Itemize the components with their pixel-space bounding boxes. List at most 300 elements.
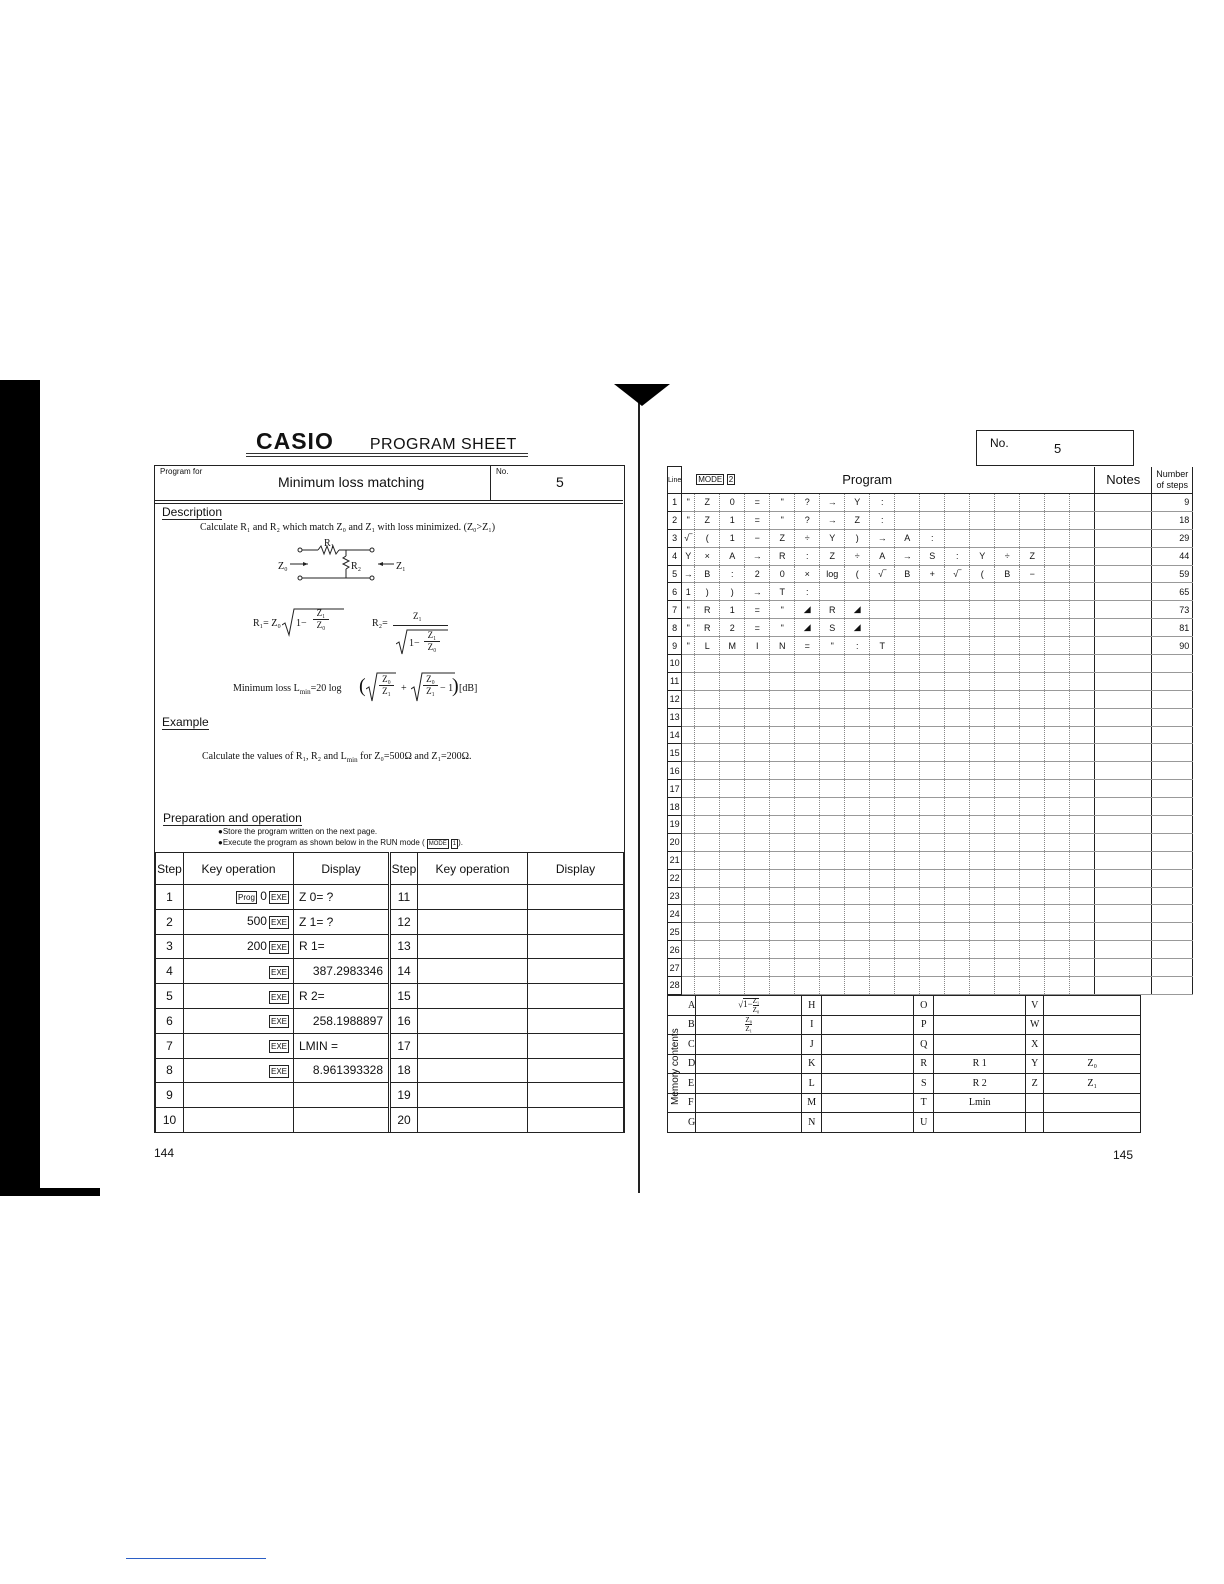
program-cell [770, 726, 795, 744]
table-row [156, 984, 624, 1009]
program-cell [1045, 619, 1070, 637]
program-cell [720, 869, 745, 887]
memory-value-c [934, 1015, 1026, 1035]
program-cell [895, 941, 920, 959]
program-cell [895, 655, 920, 673]
memory-value-b [822, 1093, 914, 1113]
program-cell [795, 726, 820, 744]
program-cell [970, 672, 995, 690]
program-cell [720, 655, 745, 673]
memory-letter: Q [914, 1035, 934, 1055]
program-cell [870, 780, 895, 798]
program-cell [995, 726, 1020, 744]
program-cell [745, 726, 770, 744]
program-cell [895, 833, 920, 851]
display-value: Z 0= ? [294, 885, 390, 910]
program-cell [895, 851, 920, 869]
program-cell [720, 905, 745, 923]
program-cell [770, 744, 795, 762]
program-cell [695, 833, 720, 851]
program-cell: log [820, 565, 845, 583]
program-cell [820, 798, 845, 816]
program-cell: " [682, 637, 695, 655]
program-cell: A [720, 547, 745, 565]
program-cell [1020, 637, 1045, 655]
step-count [1152, 780, 1193, 798]
step-count [1152, 655, 1193, 673]
program-cell [970, 816, 995, 834]
program-cell [682, 672, 695, 690]
memory-letter: M [802, 1093, 822, 1113]
line-number: 6 [668, 583, 682, 601]
program-cell [682, 780, 695, 798]
program-cell [745, 655, 770, 673]
step-number-2: 12 [390, 909, 418, 934]
notes-cell [1095, 583, 1152, 601]
program-cell [820, 655, 845, 673]
step-count [1152, 905, 1193, 923]
bullet-store: ●Store the program written on the next page. [218, 827, 378, 836]
program-cell: ? [795, 511, 820, 529]
program-line [668, 547, 1193, 565]
key-operation [184, 959, 294, 984]
program-cell [682, 851, 695, 869]
step-count: 18 [1152, 511, 1193, 529]
key-operation-2 [418, 984, 528, 1009]
program-cell [1045, 565, 1070, 583]
program-cell: 0 [770, 565, 795, 583]
lmin-mid: =20 log [310, 683, 342, 694]
memory-value-a [696, 1113, 802, 1133]
program-cell [770, 851, 795, 869]
notes-label: Notes [1095, 467, 1152, 494]
program-cell: ( [845, 565, 870, 583]
program-cell [1045, 887, 1070, 905]
program-cell: " [770, 619, 795, 637]
program-cell [870, 690, 895, 708]
program-cell: " [682, 494, 695, 512]
program-cell [682, 923, 695, 941]
program-line [668, 905, 1193, 923]
program-cell [945, 601, 970, 619]
exe-key: EXE [270, 1066, 287, 1076]
r2-frac-bar [393, 625, 448, 626]
program-cell [995, 851, 1020, 869]
sheet-title: PROGRAM SHEET [369, 436, 517, 453]
program-cell [695, 905, 720, 923]
key-operation-2 [418, 934, 528, 959]
memory-letter [1026, 1113, 1044, 1133]
table-row [156, 885, 624, 910]
step-number-2: 13 [390, 934, 418, 959]
lmin-minus-one: − 1 [440, 683, 454, 694]
program-cell [820, 744, 845, 762]
program-cell [970, 887, 995, 905]
mode-key-1: 1 [452, 841, 457, 847]
program-cell: 1 [720, 601, 745, 619]
step-number: 6 [156, 1008, 184, 1033]
program-cell [695, 887, 720, 905]
paren-open: ( [359, 675, 366, 697]
program-cell [970, 941, 995, 959]
bullet-execute [218, 838, 463, 849]
program-header-row [668, 467, 1193, 494]
description-heading: Description [162, 505, 223, 519]
memory-letter: W [1026, 1015, 1044, 1035]
program-cell [945, 708, 970, 726]
program-cell: Y [845, 494, 870, 512]
program-line [668, 851, 1193, 869]
program-cell [795, 977, 820, 995]
program-cell [995, 780, 1020, 798]
program-cell: S [920, 547, 945, 565]
notes-cell [1095, 977, 1152, 995]
program-cell [895, 619, 920, 637]
steps-header-row [156, 853, 624, 885]
notes-cell [1095, 887, 1152, 905]
program-cell [745, 869, 770, 887]
display-value: R 2= [294, 984, 390, 1009]
line-number: 5 [668, 565, 682, 583]
line-number: 2 [668, 511, 682, 529]
step-number: 9 [156, 1083, 184, 1108]
line-number: 14 [668, 726, 682, 744]
program-cell [920, 851, 945, 869]
program-cell [695, 977, 720, 995]
notes-cell [1095, 941, 1152, 959]
program-cell [1020, 959, 1045, 977]
r1-frac-den: Z₀ [316, 620, 326, 630]
memory-value-b [822, 1113, 914, 1133]
program-cell [895, 959, 920, 977]
display-value-2 [528, 959, 624, 984]
program-cell [1070, 619, 1095, 637]
program-cell: I [745, 637, 770, 655]
memory-row [668, 1015, 1141, 1035]
program-cell [995, 923, 1020, 941]
program-cell [945, 672, 970, 690]
program-cell [820, 672, 845, 690]
step-number: 5 [156, 984, 184, 1009]
program-cell [870, 762, 895, 780]
program-line [668, 977, 1193, 995]
program-cell [695, 851, 720, 869]
program-cell [682, 869, 695, 887]
program-cell [895, 887, 920, 905]
program-cell: Z [845, 511, 870, 529]
key-operation [184, 984, 294, 1009]
program-cell [920, 494, 945, 512]
step-count [1152, 708, 1193, 726]
step-count: 44 [1152, 547, 1193, 565]
notes-cell [1095, 851, 1152, 869]
program-cell [995, 708, 1020, 726]
program-cell: N [770, 637, 795, 655]
program-no-label: No. [496, 467, 509, 476]
program-cell: Y [970, 547, 995, 565]
key-operation [184, 1058, 294, 1083]
steps-label: Number of steps [1152, 467, 1193, 494]
program-cell [1070, 565, 1095, 583]
program-cell: 2 [745, 565, 770, 583]
memory-value-a [696, 996, 802, 1016]
program-cell [1020, 529, 1045, 547]
notes-cell [1095, 816, 1152, 834]
program-cell [1045, 762, 1070, 780]
step-count [1152, 923, 1193, 941]
display-value-2 [528, 1108, 624, 1133]
notes-cell [1095, 529, 1152, 547]
program-cell [945, 869, 970, 887]
memory-row [668, 1054, 1141, 1074]
program-cell: 1 [720, 511, 745, 529]
program-cell [870, 726, 895, 744]
program-cell [795, 941, 820, 959]
lmin-frac2-num: Z₀ [423, 674, 438, 686]
program-cell [895, 762, 920, 780]
exe-key: EXE [270, 992, 287, 1002]
key-operation-2 [418, 1058, 528, 1083]
line-number: 18 [668, 798, 682, 816]
program-cell [1020, 887, 1045, 905]
program-cell [945, 977, 970, 995]
preparation-heading: Preparation and operation [163, 811, 302, 825]
lmin-frac1-num: Z₀ [379, 674, 394, 686]
program-divider [490, 466, 491, 500]
program-cell: Z [770, 529, 795, 547]
step-count: 65 [1152, 583, 1193, 601]
program-cell [970, 494, 995, 512]
program-cell [945, 583, 970, 601]
program-cell [870, 672, 895, 690]
table-row [156, 909, 624, 934]
program-cell [1020, 923, 1045, 941]
brand-logo: CASIO [256, 428, 334, 454]
program-cell [795, 655, 820, 673]
program-cell: " [820, 637, 845, 655]
page-number-right: 145 [1113, 1148, 1134, 1162]
r2-num: Z₁ [413, 611, 422, 621]
program-cell [745, 780, 770, 798]
program-cell [995, 941, 1020, 959]
header-key-operation-2: Key operation [418, 853, 528, 885]
program-cell [870, 798, 895, 816]
key-operation [184, 1108, 294, 1133]
memory-a-den: Z₀ [752, 1005, 760, 1014]
program-cell [995, 816, 1020, 834]
program-cell: √‾ [945, 565, 970, 583]
program-cell [682, 690, 695, 708]
program-cell [770, 798, 795, 816]
mode-2-key: 2 [728, 475, 734, 485]
program-cell [995, 494, 1020, 512]
program-cell [870, 977, 895, 995]
program-line [668, 762, 1193, 780]
program-cell: Z [1020, 547, 1045, 565]
program-cell: 0 [720, 494, 745, 512]
lmin-sub: min [299, 688, 311, 696]
program-cell [1020, 511, 1045, 529]
memory-value-d [1044, 1015, 1141, 1035]
program-cell [1045, 869, 1070, 887]
scan-edge [0, 380, 40, 1195]
program-cell: " [682, 601, 695, 619]
r2-formula-prefix: R₂= [372, 618, 388, 629]
circuit-r1-label: R₁ [324, 538, 335, 549]
program-cell [995, 905, 1020, 923]
program-cell [895, 690, 920, 708]
circuit-z1-label: Z₁ [396, 561, 406, 572]
program-cell [895, 583, 920, 601]
step-count: 73 [1152, 601, 1193, 619]
notes-cell [1095, 511, 1152, 529]
program-cell [695, 798, 720, 816]
program-cell [945, 494, 970, 512]
memory-value-c: R 1 [934, 1054, 1026, 1074]
line-number: 20 [668, 833, 682, 851]
program-cell: B [695, 565, 720, 583]
notes-cell [1095, 547, 1152, 565]
program-cell: : [870, 511, 895, 529]
program-cell [1020, 780, 1045, 798]
display-value-2 [528, 934, 624, 959]
program-cell [695, 959, 720, 977]
program-cell [845, 780, 870, 798]
program-cell [1070, 833, 1095, 851]
line-number: 12 [668, 690, 682, 708]
memory-value-d [1044, 1093, 1141, 1113]
memory-letter: V [1026, 996, 1044, 1016]
memory-value-b [822, 996, 914, 1016]
program-cell: A [895, 529, 920, 547]
memory-value-d: Z₀ [1044, 1054, 1141, 1074]
notes-cell [1095, 905, 1152, 923]
program-line [668, 887, 1193, 905]
example-text-a: Calculate the values of R₁, R₂ and L [202, 751, 347, 762]
program-cell [920, 744, 945, 762]
program-cell [795, 833, 820, 851]
program-cell [695, 690, 720, 708]
notes-cell [1095, 833, 1152, 851]
program-cell [1045, 547, 1070, 565]
program-cell [795, 672, 820, 690]
memory-row [668, 1113, 1141, 1133]
key-operation [184, 1083, 294, 1108]
program-cell [870, 851, 895, 869]
program-cell [1045, 833, 1070, 851]
program-cell: → [870, 529, 895, 547]
program-cell: M [720, 637, 745, 655]
program-cell [895, 511, 920, 529]
program-cell: Z [695, 494, 720, 512]
program-cell: ) [695, 583, 720, 601]
line-number: 13 [668, 708, 682, 726]
line-number: 24 [668, 905, 682, 923]
program-cell [745, 851, 770, 869]
program-cell [995, 583, 1020, 601]
memory-value-d [1044, 1035, 1141, 1055]
program-cell [820, 977, 845, 995]
program-cell [695, 708, 720, 726]
program-cell: ÷ [995, 547, 1020, 565]
program-cell: B [995, 565, 1020, 583]
program-cell [795, 744, 820, 762]
program-cell [1045, 851, 1070, 869]
line-number: 10 [668, 655, 682, 673]
program-cell [720, 941, 745, 959]
prog-key: Prog [238, 893, 255, 903]
header-display: Display [294, 853, 390, 885]
step-count [1152, 726, 1193, 744]
memory-value-a [696, 1015, 802, 1035]
program-cell [1070, 494, 1095, 512]
program-cell [1070, 637, 1095, 655]
program-cell [770, 905, 795, 923]
memory-value-a [696, 1035, 802, 1055]
program-cell [970, 959, 995, 977]
memory-letter: U [914, 1113, 934, 1133]
program-cell [820, 816, 845, 834]
program-cell [1045, 780, 1070, 798]
scan-edge-bottom [0, 1188, 100, 1196]
program-cell [1045, 601, 1070, 619]
program-cell: Y [682, 547, 695, 565]
program-cell [1020, 762, 1045, 780]
program-cell [920, 798, 945, 816]
program-cell [920, 977, 945, 995]
program-cell: R [695, 619, 720, 637]
program-cell [745, 672, 770, 690]
program-cell [720, 762, 745, 780]
table-row [156, 1083, 624, 1108]
step-count [1152, 762, 1193, 780]
program-cell [720, 959, 745, 977]
memory-letter: H [802, 996, 822, 1016]
header-key-operation: Key operation [184, 853, 294, 885]
memory-row [668, 1093, 1141, 1113]
notes-cell [1095, 655, 1152, 673]
memory-value-c: R 2 [934, 1074, 1026, 1094]
program-cell [1045, 672, 1070, 690]
step-number: 1 [156, 885, 184, 910]
step-number: 3 [156, 934, 184, 959]
program-cell [895, 726, 920, 744]
program-cell [845, 977, 870, 995]
program-cell: − [745, 529, 770, 547]
program-cell: R [820, 601, 845, 619]
program-cell [770, 923, 795, 941]
program-cell [945, 619, 970, 637]
program-cell [970, 726, 995, 744]
program-cell [1020, 583, 1045, 601]
lmin-frac1-den: Z₁ [382, 686, 391, 696]
program-cell [1020, 816, 1045, 834]
program-cell [845, 655, 870, 673]
program-cell [682, 655, 695, 673]
program-cell [745, 923, 770, 941]
program-cell [770, 869, 795, 887]
program-cell [920, 511, 945, 529]
program-cell [870, 869, 895, 887]
program-cell [695, 744, 720, 762]
program-cell [895, 869, 920, 887]
line-number: 28 [668, 977, 682, 995]
program-cell [920, 690, 945, 708]
r2-radicand: 1− [409, 638, 420, 649]
program-cell [945, 816, 970, 834]
program-cell [1070, 726, 1095, 744]
display-value: 8.961393328 [294, 1058, 390, 1083]
